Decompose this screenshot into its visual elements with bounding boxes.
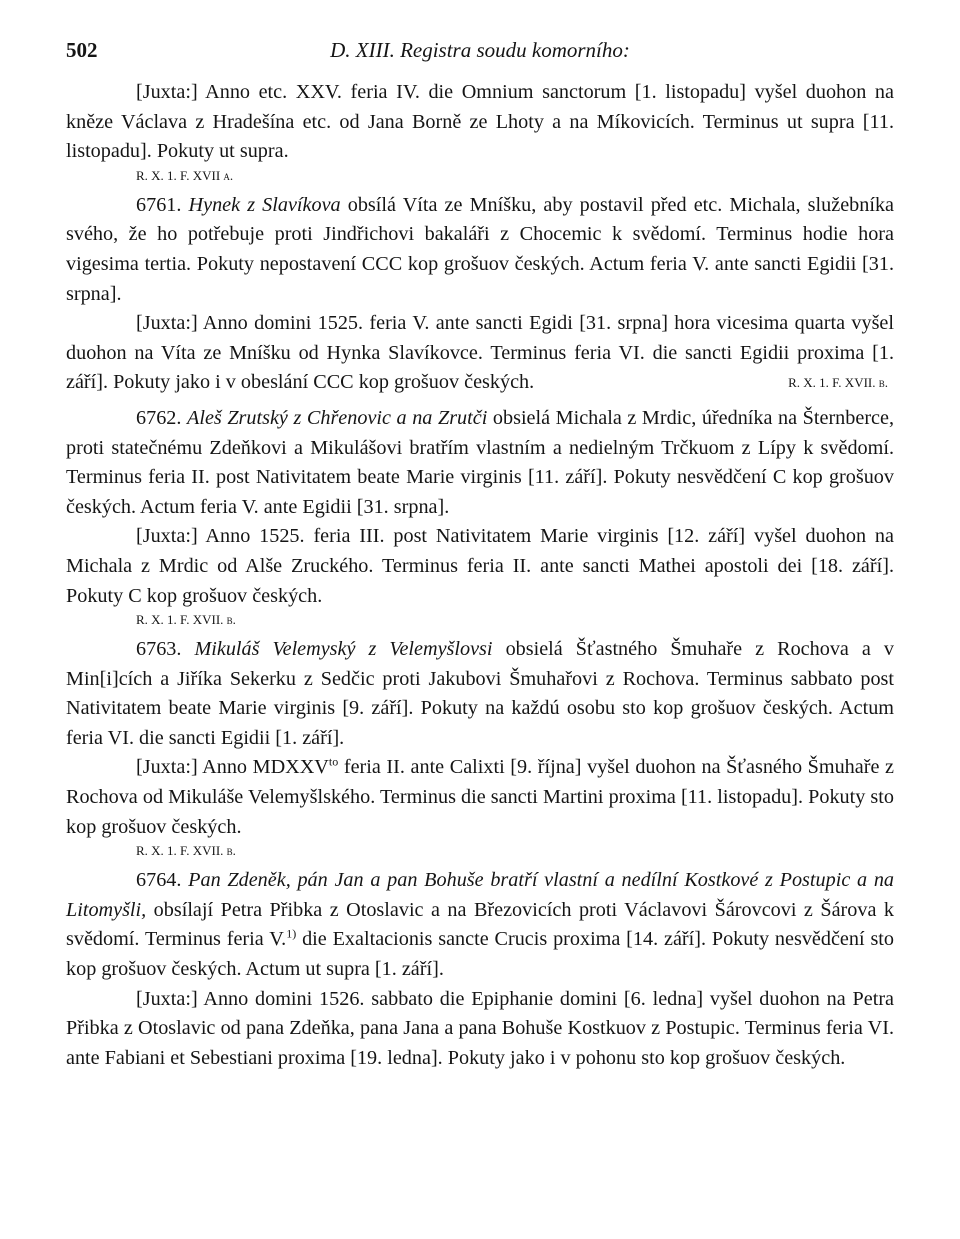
archive-reference: R. X. 1. F. XVII. b. <box>136 612 236 628</box>
paragraph-juxta <box>66 753 894 842</box>
juxta-text: feria II. ante Calixti [9. října] vyšel duohon na Šťasného Šmuhaře z Rochova od Mikuláše Velemyšlského. Terminus die sancti Martini proxima [11. listopadu]. Pokuty sto kop grošuov českých. <box>66 756 894 838</box>
entry-6763 <box>66 635 894 753</box>
archive-reference: R. X. 1. F. XVII a. <box>136 167 234 183</box>
entry-text: die Exaltacionis sancte Crucis proxima [14. září]. Pokuty nesvědčení sto kop grošuov českých. Actum ut supra [1. září]. <box>66 928 895 981</box>
entry-party: Mikuláš Velemyský z Velemyšlovsi <box>194 638 493 661</box>
entry-number: 6762. <box>136 406 182 429</box>
juxta-text: [Juxta:] Anno domini 1525. feria V. ante sancti Egidi [31. srpna] hora vicesima quarta vyšel duohon na Víta ze Mníšku od Hynka Slavíkovce. Terminus feria VI. die sancti Egidii proxima [1. září]. Pokuty jako i v obeslání CCC kop grošuov českých. <box>66 312 894 394</box>
juxta-text: [Juxta:] Anno MDXXV <box>136 756 329 779</box>
document-page <box>66 38 894 1073</box>
archive-reference: R. X. 1. F. XVII. b. <box>788 375 888 391</box>
entry-text: obsílá Víta ze Mníšku, aby postavil před etc. Michala, služebníka svého, že ho potřebuje proti Jindřichovi bakaláři z Chocemic k svědomí. Terminus hodie hora vigesima tertia. Pokuty nepostavení CCC kop grošuov českých. Actum feria V. ante sancti Egidii [31. srpna]. <box>66 193 894 305</box>
paragraph-juxta: [Juxta:] Anno domini 1526. sabbato die Epiphanie domini [6. ledna] vyšel duohon na Petra Přibka z Otoslavic od pana Zdeňka, pana Jana a pana Bohuše Kostkuov z Postupic. Terminus feria VI. ante Fabiani et Sebestiani proxima [19. ledna]. Pokuty jako i v pohonu sto kop grošuov českých. <box>66 987 894 1069</box>
superscript: to <box>328 754 339 769</box>
entry-number: 6764. <box>136 869 182 892</box>
page-content <box>66 78 894 1073</box>
paragraph-juxta: [Juxta:] Anno 1525. feria III. post Nativitatem Marie virginis [12. září] vyšel duohon na Michala z Mrdic od Alše Zruckého. Terminus feria II. ante sancti Mathei apostoli dei [18. září]. Pokuty C kop grošuov českých. <box>66 525 894 607</box>
entry-text: obsílají Petra Přibka z Otoslavic a na Březovicích proti Václavovi Šárovcovi z Šárova k svědomí. Terminus feria V. <box>66 898 894 951</box>
running-title: D. XIII. Registra soudu komorního: <box>330 38 630 62</box>
entry-6762 <box>66 404 894 522</box>
entry-6764 <box>66 866 894 984</box>
page-number: 502 <box>66 38 98 62</box>
entry-party: Hynek z Slavíkova <box>188 193 341 216</box>
entry-party: Aleš Zrutský z Chřenovic a na Zrutči <box>187 406 488 429</box>
archive-reference: R. X. 1. F. XVII. b. <box>136 843 236 859</box>
entry-text: obsielá Šťastného Šmuhaře z Rochova a v Min[i]cích a Jiříka Sekerku z Sedčic proti Jakubovi Šmuhařovi z Rochova. Terminus sabbato post Nativitatem beate Marie virginis [9. září]. Pokuty na každú osobu sto kop grošuov českých. Actum feria VI. die sancti Egidii [1. září]. <box>66 638 894 749</box>
entry-6761 <box>66 191 894 309</box>
entry-party: Pan Zdeněk, pán Jan a pan Bohuše bratří vlastní a nedílní Kostkové z Postupic a na Litomyšli, <box>66 869 895 921</box>
entry-number: 6761. <box>136 193 182 216</box>
paragraph-juxta: [Juxta:] Anno etc. XXV. feria IV. die Omnium sanctorum [1. listopadu] vyšel duohon na kněze Václava z Hradešína etc. od Jana Borně ze Lhoty a na Míkovicích. Terminus ut supra [11. listopadu]. Pokuty ut supra. <box>66 81 894 163</box>
footnote-marker: 1) <box>286 926 297 941</box>
entry-number: 6763. <box>136 638 182 661</box>
entry-text: obsielá Michala z Mrdic, úředníka na Šternberce, proti statečnému Zdeňkovi a Mikulášovi bratřím vlastním a nedielným Trčkuom z Lípy k svědomí. Terminus feria II. post Nativitatem beate Marie virginis [11. září]. Pokuty nesvědčení C kop grošuov českých. Actum feria V. ante Egidii [31. srpna]. <box>66 406 895 518</box>
page-header <box>66 38 894 68</box>
paragraph-juxta <box>66 309 894 398</box>
